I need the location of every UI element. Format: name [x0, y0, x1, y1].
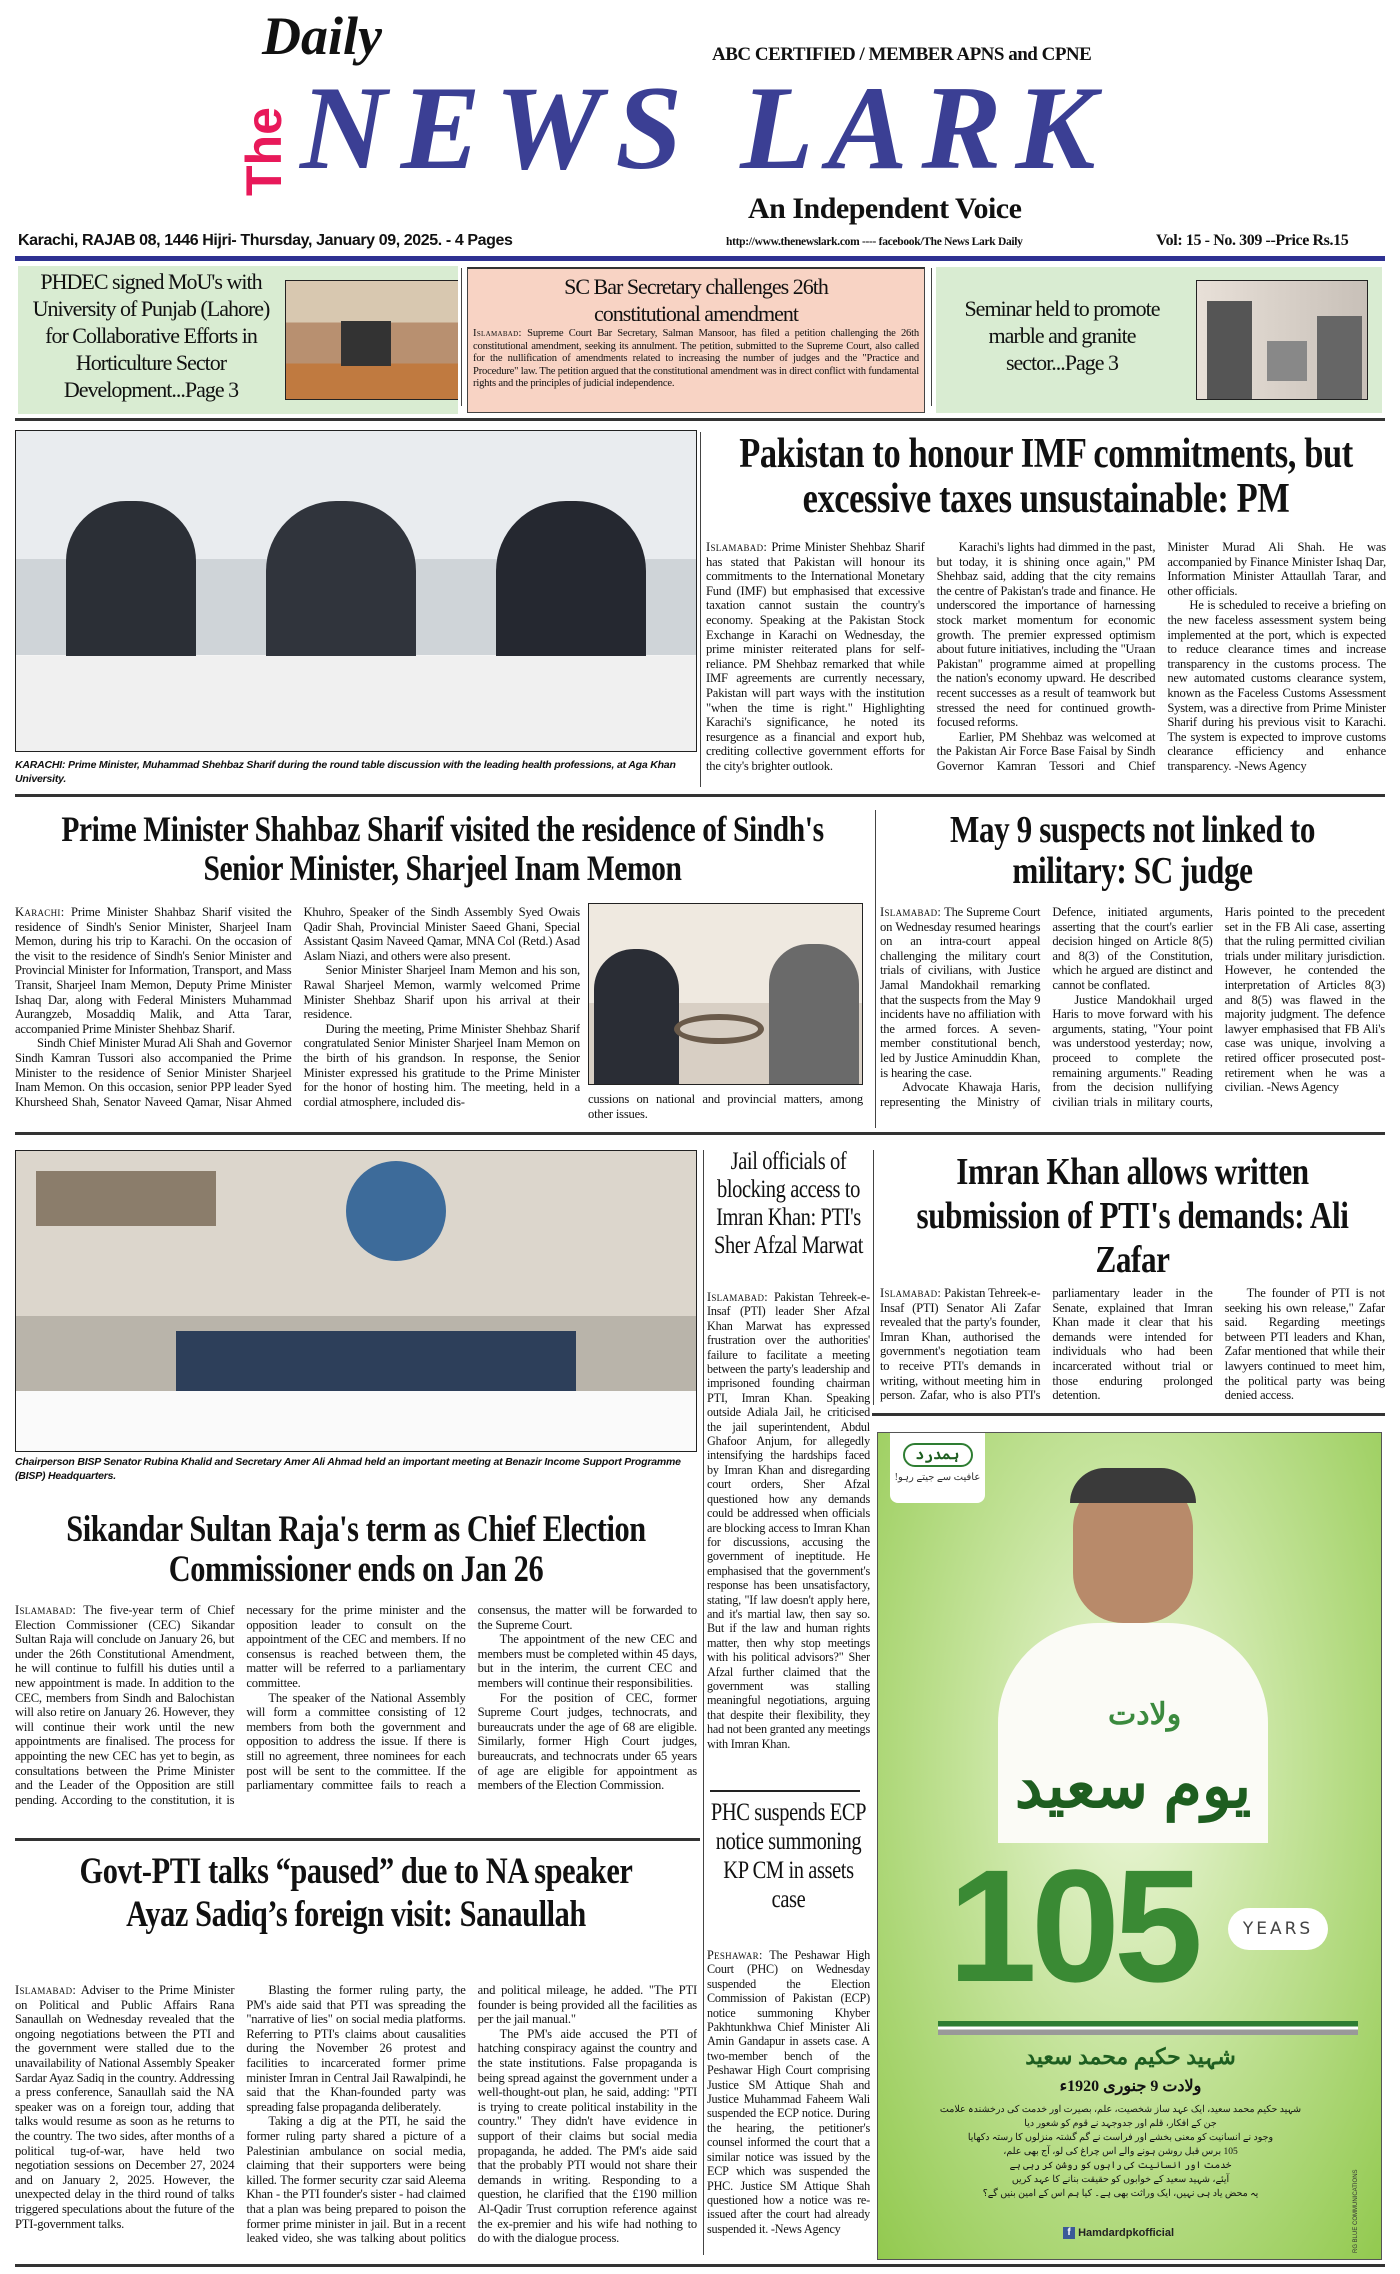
bottom-rule [15, 2264, 1385, 2267]
jail-body [707, 1290, 870, 1780]
paragraph: Blasting the former ruling party, the PM's aide said that PTI was spreading the "narrative of lies" on social media platforms. Referring to PTI's claims about causalities during the November 26 protest and facilities to incarcerated former prime minister Imran in Central Jail Rawalpindi, he said that the Khan-founded party was spreading false propaganda deliberately. [246, 1983, 466, 2114]
paragraph: Justice Mandokhail urged Haris to move forward with his arguments, stating, "Your point was understood yesterday; now, proceed to complete the remaining arguments." Reading from the decision nullifying civilian trials in military courts, Haris pointed to the precedent set in the FB Ali case, asserting that the ruling permitted civilian trials under military jurisdiction. However, he contended the interpretation of Articles 8(3) and 8(5) was flawed in the majority judgment. The defence lawyer emphasised that FB Ali's case was unique, involving a retired officer prosecuted post-retirement when he was a civilian. -News Agency [1052, 905, 1385, 1109]
section-rule [15, 794, 1385, 797]
masthead-rule [15, 256, 1385, 261]
dateline: Islamabad: [880, 1286, 942, 1300]
website-link[interactable]: http://www.thenewslark.com ---- facebook/The News Lark Daily [726, 236, 1023, 248]
dateline: Islamabad: [473, 328, 522, 339]
dateline: Islamabad: [15, 1603, 77, 1617]
masthead-the: The [236, 107, 292, 196]
ad-text [908, 2103, 1333, 2201]
ad-agency: RG BLUE COMMUNICATIONS [1353, 2169, 1359, 2253]
ad-name: شہید حکیم محمد سعید [1025, 2044, 1236, 2069]
teaser-seminar[interactable] [936, 267, 1382, 413]
teaser-headline: SC Bar Secretary challenges 26th constitutional amendment [564, 274, 828, 326]
ad-line: 105 برس قبل روشن ہونے والے اس چراغ کی لو، آج بھی علم، [1003, 2147, 1238, 2157]
talks-headline-text: Govt-PTI talks “paused” due to NA speaker Ayaz Sadiq’s foreign visit: Sanaullah [79, 1851, 633, 1935]
teaser-sc-bar[interactable] [467, 267, 925, 413]
paragraph: Advocate Khawaja Haris, representing the Ministry of Defence, initiated arguments, asserting that the court's earlier decision hinged on Article 8(5) and 8(3) of the Constitution, which he argued are distinct and cannot be conflated. [880, 905, 1213, 1109]
bisp-photo-caption: Chairperson BISP Senator Rubina Khalid and Secretary Amer Ali Ahmad held an important meeting at Benazir Income Support Programme (BISP) Headquarters. [15, 1456, 681, 1482]
divider [872, 1413, 1385, 1416]
ad-title-small: ولادت [1108, 1698, 1182, 1731]
volume-price: Vol: 15 - No. 309 --Price Rs.15 [1156, 232, 1349, 249]
sharjeel-photo [588, 903, 863, 1085]
lead-photo-caption: KARACHI: Prime Minister, Muhammad Shehbaz Sharif during the round table discussion with the leading health professions, at Aga Khan University. [15, 759, 676, 785]
dateline: Islamabad: [707, 1290, 768, 1304]
may9-body [880, 905, 1385, 1127]
sharjeel-headline[interactable] [35, 810, 850, 888]
zafar-headline[interactable] [900, 1150, 1365, 1282]
teaser-photo-mou [285, 280, 458, 400]
paragraph: During the meeting, Prime Minister Shehbaz Sharif congratulated Senior Minister Sharjeel Inam Memon on the birth of his grandson. In response, the Senior Minister expressed his gratitude to the Prime Minister for the honor of hosting him. The meeting, held in a cordial atmosphere, included dis- [303, 1021, 580, 1109]
ad-line: وجود نے انسانیت کو معنی بخشے اور فراست نے گم گشتہ منزلوں کا رستہ دکھایا [967, 2133, 1274, 2143]
facebook-link[interactable] [1063, 2225, 1174, 2241]
brand-name: ہمدرد [903, 1443, 973, 1467]
facebook-handle: Hamdardpkofficial [1078, 2227, 1175, 2239]
zafar-body [880, 1286, 1385, 1404]
phc-body [707, 1948, 870, 2263]
sharjeel-body [15, 905, 580, 1127]
dateline: Islamabad: [880, 905, 942, 919]
tagline: An Independent Voice [748, 192, 1022, 225]
section-rule [15, 418, 1385, 421]
ribbon [938, 2021, 1358, 2035]
section-rule [15, 1132, 1385, 1135]
may9-headline-text: May 9 suspects not linked to military: SC judge [949, 809, 1316, 893]
teaser-headline: PHDEC signed MoU's with University of Punjab (Lahore) for Collaborative Efforts in Horticulture Sector Development...Page 3 [32, 269, 270, 402]
cec-body [15, 1603, 697, 1828]
paragraph: Earlier, PM Shehbaz was welcomed at the Pakistan Air Force Base Faisal by Sindh Governor Kamran Tessori and Chief Minister Murad Ali Shah. He was accompanied by Finance Minister Ishaq Dar, Information Minister Attaullah Tarar, and other officials. [936, 540, 1386, 773]
phc-headline-text: PHC suspends ECP notice summoning KP CM in assets case [710, 1799, 867, 1913]
section-rule [15, 1838, 700, 1841]
dateline: Islamabad: [15, 1983, 77, 1997]
teaser-headline: Seminar held to promote marble and granite sector...Page 3 [964, 296, 1160, 375]
zafar-headline-text: Imran Khan allows written submission of PTI's demands: Ali Zafar [916, 1151, 1349, 1281]
paragraph: The appointment of the new CEC and members must be completed within 45 days, but in the interim, the current CEC and members will continue their responsibilities. [477, 1632, 697, 1690]
divider [875, 810, 876, 1128]
sharjeel-headline-text: Prime Minister Shahbaz Sharif visited the residence of Sindh's Senior Minister, Sharjeel Inam Memon [61, 809, 824, 888]
cec-headline[interactable] [35, 1510, 677, 1590]
jail-headline-text: Jail officials of blocking access to Imran Khan: PTI's Sher Afzal Marwat [713, 1148, 863, 1259]
lead-headline[interactable] [706, 432, 1386, 523]
paragraph: Pakistan Tehreek-e-Insaf (PTI) leader Sher Afzal Khan Marwat has expressed frustration over the authorities' failure to facilitate a meeting between the party's leadership and imprisoned founding chairman PTI, Imran Khan. Speaking outside Adiala Jail, he criticised the jail superintendent, Abdul Ghafoor Anjum, for allegedly intensifying the hardships faced by Imran Khan and disregarding court orders, Sher Afzal questioned how any demands could be addressed when officials are blocking access to Imran Khan for discussions, accusing the government of ineptitude. He emphasised that the government's response has been unsatisfactory, stating, "If law doesn't apply here, and it's martial law, then say so. But if the law and human rights matter, then why stop meetings with his political advisors?" Sher Afzal further claimed that the government was stalling meaningful negotiations, arguing that despite their flexibility, they had not been granted any meetings with Imran Khan. [707, 1290, 870, 1751]
dateline: Peshawar: [707, 1948, 763, 1962]
teaser-photo-seminar [1196, 280, 1368, 400]
may9-headline[interactable] [910, 810, 1355, 892]
masthead [0, 0, 1400, 262]
sharjeel-tail: cussions on national and provincial matters, among other issues. [588, 1092, 863, 1121]
paragraph: The speaker of the National Assembly will form a committee consisting of 12 members from both the government and opposition to address the issue. If there is still no agreement, three nominees for each post will be sent to the committee. If the parliamentary committee fails to reach a consensus, the matter will be forwarded to the Supreme Court. [246, 1603, 697, 1793]
teaser-text: Supreme Court Bar Secretary, Salman Mansoor, has filed a petition challenging the 26th constitutional amendment, seeking its annulment. The petition, submitted to the Supreme Court, also called for the nullification of amendments related to increasing the number of judges and the "Practice and Procedure" law. The petition argued that the constitutional amendment was in direct conflict with fundamental rights and the principles of judicial independence. [473, 328, 919, 389]
dateline: Karachi, RAJAB 08, 1446 Hijri- Thursday, January 09, 2025. - 4 Pages [18, 232, 513, 249]
ad-line: یہ محض یاد ہی نہیں، ایک وراثت بھی ہے۔ کیا ہم اس کے امین بنیں گے؟ [982, 2189, 1259, 2199]
ad-years: YEARS [1228, 1908, 1328, 1950]
paragraph: The five-year term of Chief Election Commissioner (CEC) Sikandar Sultan Raja will conclude on January 26, but under the 26th Constitutional Amendment, he will continue to fulfill his duties until a new appointment is made. In addition to the CEC, members from Sindh and Balochistan will also retire on January 26. However, they will continue their work until the new appointments are finalised. The process for appointing the new CEC has yet to begin, as consultations between the Prime Minister and the Leader of the Opposition are still pending. According to the constitution, it is necessary for the prime minister and the opposition leader to consult on the appointment of the CEC and members. If no consensus is reached between them, the matter will be referred to a parliamentary committee. [15, 1603, 466, 1807]
teaser-body [473, 328, 919, 391]
talks-body [15, 1983, 697, 2263]
lead-headline-text: Pakistan to honour IMF commitments, but excessive taxes unsustainable: PM [739, 431, 1353, 523]
brand-tagline: عافیت سے جیتے رہو! [894, 1472, 981, 1483]
paragraph: Karachi's lights had dimmed in the past, but today, it is shining once again," PM Shehbaz said, adding that the city remains the centre of Pakistan's trade and finance. He underscored the importance of harnessing stock market momentum for economic growth. The premier expressed optimism about future initiatives, including the "Uraan Pakistan" programme aimed at propelling the nation's economy upward. He described recent successes as a result of teamwork but stressed the need for continued growth-focused reforms. [936, 540, 1156, 730]
ad-birth: ولادت 9 جنوری 1920ء [1059, 2078, 1202, 2095]
lead-body [706, 540, 1386, 790]
dateline: Islamabad: [706, 540, 768, 554]
talks-headline[interactable] [75, 1850, 637, 1936]
masthead-daily: Daily [262, 6, 382, 66]
paragraph: Taking a dig at the PTI, he said the former ruling party shared a picture of a Palestinian ambulance on social media, claiming that their supporters were being killed. The former security czar said Aleema Khan - the PTI founder's sister - had claimed that a plan was being prepared to poison the former prime minister in jail. But in a recent leaked video, she was talking about politics and political mileage, he added. "The PTI founder is being provided all the facilities as per the jail manual." [246, 1983, 697, 2246]
ad-line: شہید حکیم محمد سعید، ایک عہد ساز شخصیت، علم، بصیرت اور خدمت کی درخشندہ علامت [939, 2105, 1302, 2115]
paragraph: The founder of PTI is not seeking his own release," Zafar said. Regarding meetings between PTI leaders and Khan, Zafar mentioned that while their lawyers continued to meet him, the political party was being denied access. [1224, 1286, 1385, 1403]
bisp-photo [15, 1150, 697, 1452]
masthead-title: NEWS LARK [300, 61, 1110, 194]
divider [873, 1150, 874, 1405]
divider [700, 432, 701, 787]
lead-photo [15, 430, 697, 752]
ad-line: خدمت اور انسانیت کی راہوں کو روشن کر رہی ہے [1009, 2161, 1232, 2171]
dateline: Karachi: [15, 905, 65, 919]
divider [931, 268, 932, 406]
divider [703, 1150, 704, 2255]
ad-line: آیئے، شہید سعید کے خوابوں کو حقیقت بنانے کا عہد کریں [1011, 2175, 1230, 2185]
certification: ABC CERTIFIED / MEMBER APNS and CPNE [712, 44, 1092, 65]
paragraph: Pakistan Tehreek-e-Insaf (PTI) Senator Ali Zafar revealed that the party's founder, Imran Khan, authorised the government's negotiation team to receive PTI's demands in writing, without meeting him in person. Zafar, who is also PTI's parliamentary leader in the Senate, explained that Imran Khan made it clear that his demands were intended for individuals who had been incarcerated without trial or those enduring prolonged detention. [880, 1286, 1213, 1403]
ad-number-105: 105 [948, 1836, 1197, 2015]
phc-headline[interactable] [707, 1798, 870, 1914]
paragraph: Sindh Chief Minister Murad Ali Shah and Governor Sindh Kamran Tussori also accompanied the Prime Minister to the residence of Senior Minister Sharjeel Inam Memon. On this occasion, senior PPP leader Syed Khursheed Shah, Senator Naveed Qamar, Nisar Ahmed Khuhro, Speaker of the Sindh Assembly Syed Owais Qadir Shah, Provincial Minister Saeed Ghani, Special Assistant Qasim Naveed Qamar, MNA Col (Retd.) Asad Aslam Niazi, and others were also present. [15, 905, 580, 1109]
paragraph: The PM's aide accused the PTI of hatching conspiracy against the country and the state institutions. False propaganda is being spread against the government under a well-thought-out plan, he said, adding: "PTI is trying to create political instability in the country." They didn't have evidence in support of their claims but social media propaganda, he added. The PM's aide said that the probably PTI would not share their demands in writing. Responding to a question, he clarified that the £190 million Al-Qadir Trust corruption reference against the ex-premier and his wife had nothing to do with the dialogue process. [477, 2026, 697, 2246]
teaser-phdec[interactable] [18, 266, 458, 414]
paragraph: Senior Minister Sharjeel Inam Memon and his son, Rawal Sharjeel Memon, warmly welcomed Prime Minister Shehbaz Sharif upon his arrival at their residence. [303, 963, 580, 1022]
paragraph: Prime Minister Shehbaz Sharif has stated that Pakistan will honour its commitments to the International Monetary Fund (IMF) but emphasised that excessive taxation cannot sustain the country's economy. Speaking at the Pakistan Stock Exchange in Karachi on Wednesday, the prime minister reiterated plans for self-reliance. PM Shehbaz remarked that while IMF agreements are currently necessary, Pakistan will part ways with the institution "when the time is right." Highlighting Karachi's significance, he noted its resurgence as a financial and export hub, crediting collective government efforts for the city's brighter outlook. [706, 540, 925, 773]
ad-title: یوم سعید [1014, 1753, 1252, 1821]
paragraph: The Supreme Court on Wednesday resumed hearings on an intra-court appeal challenging the military court trials of civilians, with Justice Jamal Mandokhail remarking that the suspects from the May 9 incidents have no affiliation with the armed forces. A seven-member constitutional bench, led by Justice Aminuddin Khan, is hearing the case. [880, 905, 1041, 1080]
hamdard-ad[interactable] [877, 1432, 1382, 2260]
facebook-icon: f [1063, 2227, 1075, 2239]
divider [461, 268, 462, 406]
ad-line: جن کے افکار، قلم اور جدوجہد نے قوم کو شعور دیا [1024, 2119, 1217, 2129]
cec-headline-text: Sikandar Sultan Raja's term as Chief Election Commissioner ends on Jan 26 [66, 1509, 646, 1590]
divider [710, 1790, 860, 1792]
paragraph: For the position of CEC, former Supreme Court judges, technocrats, and bureaucrats under the age of 68 are eligible. Similarly, former High Court judges, bureaucrats, and technocrats under 65 years of age are eligible for appointment as members of the Election Commission. [477, 1690, 697, 1793]
paragraph: Prime Minister Shahbaz Sharif visited the residence of Sindh's Senior Minister, Sharjeel Inam Memon, during his trip to Karachi. On the occasion of the visit to the residence of Sindh's Senior Minister and Provincial Minister for Information, Transport, and Mass Transit, Sharjeel Inam Memon, Deputy Prime Minister Ishaq Dar, along with Federal Ministers Muhammad Aurangzeb, Mosaddiq Malik, and Atta Tarar, accompanied Prime Minister Shehbaz Sharif. [15, 905, 292, 1036]
jail-headline[interactable] [707, 1148, 870, 1260]
paragraph: The Peshawar High Court (PHC) on Wednesday suspended the Election Commission of Pakistan (ECP) notice summoning Khyber Pakhtunkhwa Chief Minister Ali Amin Gandapur in assets case. A two-member bench of the Peshawar High Court comprising Justice SM Attique Shah and Justice Muhammad Faheem Wali suspended the ECP notice. During the hearing, the petitioner's counsel informed the court that a similar notice was issued by the ECP which was suspended the PHC. Justice SM Attique Shah questioned how a notice was re-issued after the court had already suspended it. -News Agency [707, 1948, 870, 2236]
paragraph: Adviser to the Prime Minister on Political and Public Affairs Rana Sanaullah on Wednesday revealed that the ongoing negotiations between the PTI and the government were stalled due to the unavailability of National Assembly Speaker Sardar Ayaz Sadiq in the country. Addressing a press conference, Sanaullah said the NA speaker was on a foreign tour, adding that talks would resume as soon as he returns to the country. The two sides, after months of a political tug-of-war, have held two negotiation sessions on December 27, 2024 and on January 2, 2025. However, the unexpected delay in the third round of talks triggered speculations about the future of the PTI-government talks. [15, 1983, 235, 2231]
hamdard-logo [890, 1433, 985, 1503]
paragraph: He is scheduled to receive a briefing on the new faceless assessment system being implemented at the port, which is expected to reduce clearance times and increase transparency in the customs process. The new automated customs clearance system, known as the Faceless Customs Assessment System, was a directive from Prime Minister Sharif during his previous visit to Karachi. The system is expected to improve customs clearance efficiency and enhance transparency. -News Agency [1167, 598, 1386, 773]
